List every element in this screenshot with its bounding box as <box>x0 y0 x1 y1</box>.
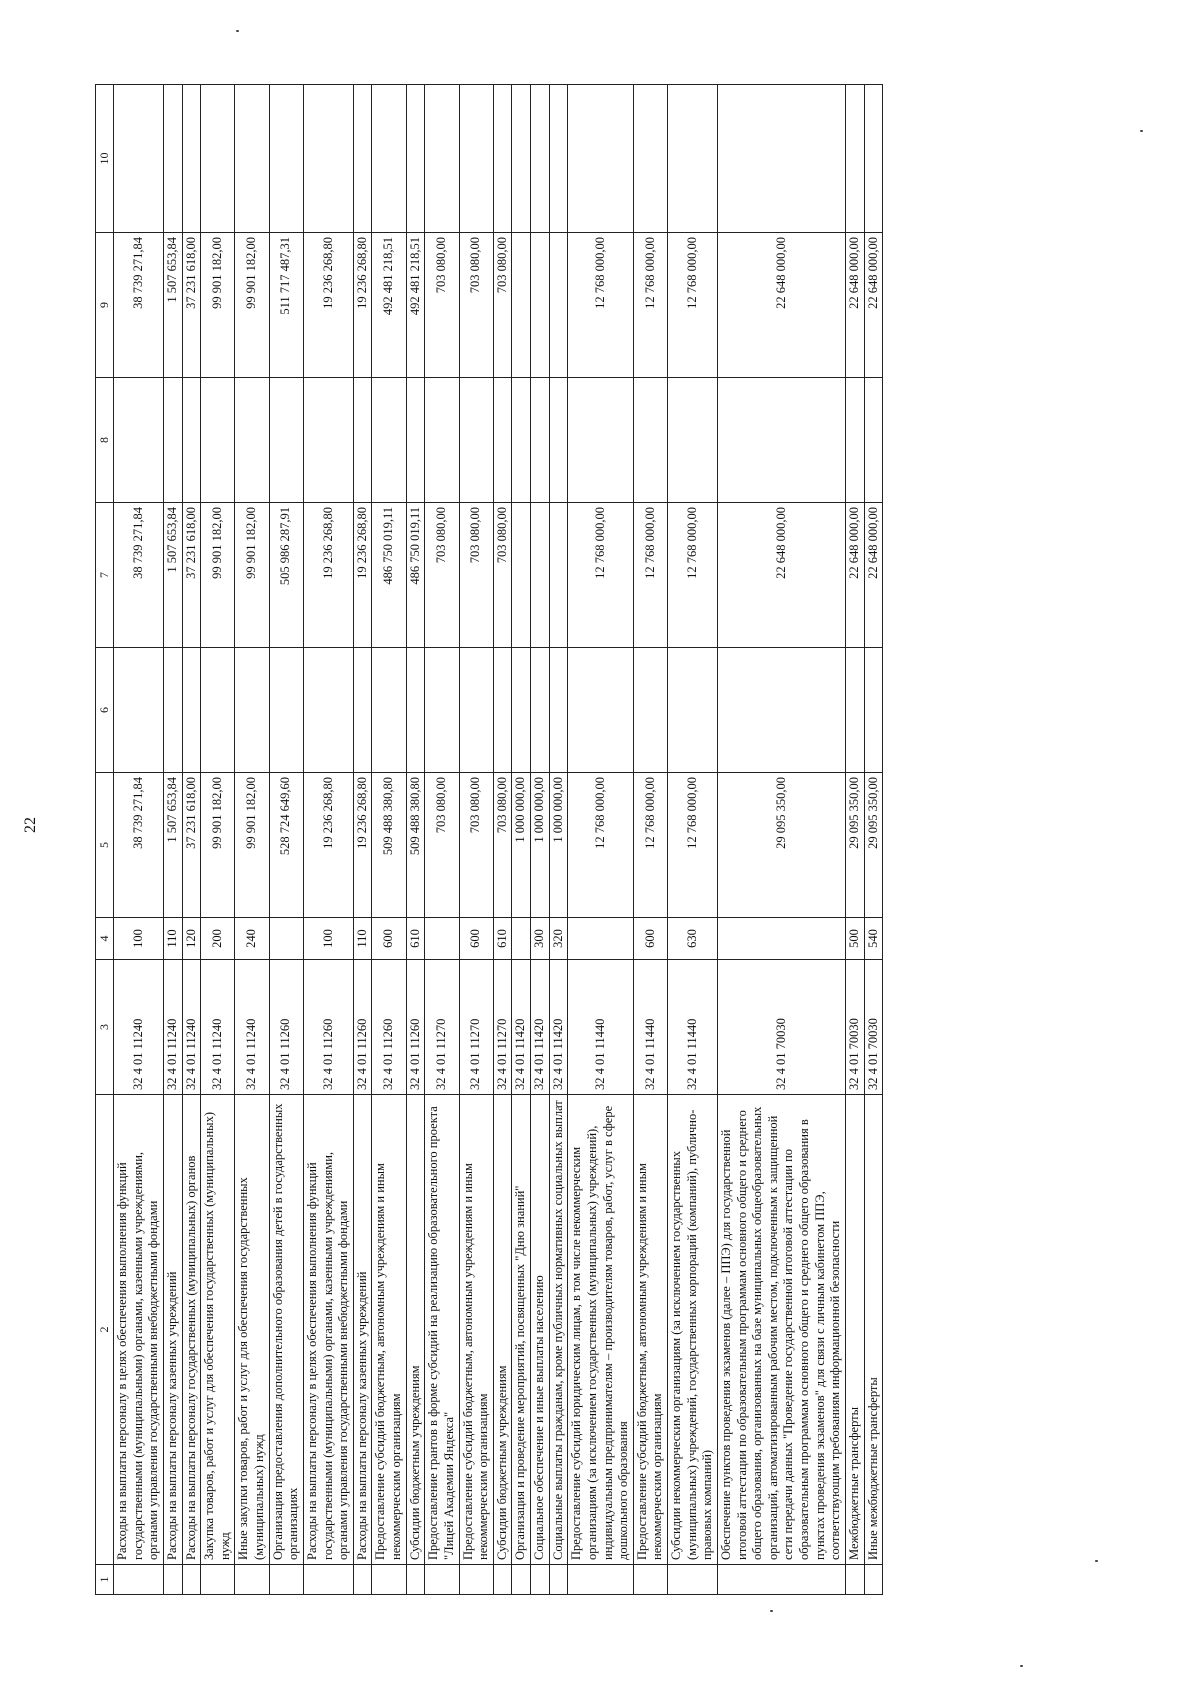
row-value-col-7: 505 986 287,91 <box>269 503 303 648</box>
table-row <box>114 85 164 1595</box>
cell-col-1 <box>372 1565 406 1595</box>
header-col-5: 5 <box>96 773 114 918</box>
row-value-col-6 <box>235 648 269 773</box>
row-expense-kind <box>568 918 634 960</box>
row-value-col-6 <box>372 648 406 773</box>
row-value-col-8 <box>531 378 550 503</box>
row-value-col-6 <box>269 648 303 773</box>
table-row <box>425 85 459 1595</box>
cell-col-1 <box>668 1565 718 1595</box>
cell-col-1 <box>163 1565 182 1595</box>
row-value-col-8 <box>459 378 493 503</box>
row-value-col-9 <box>512 233 531 378</box>
table-row <box>845 85 864 1595</box>
row-value-col-7: 703 080,00 <box>425 503 459 648</box>
row-value-col-10 <box>493 85 512 233</box>
row-value-col-10 <box>864 85 883 233</box>
row-expense-kind: 110 <box>353 918 372 960</box>
row-value-col-10 <box>549 85 568 233</box>
header-col-6: 6 <box>96 648 114 773</box>
row-name: Иные межбюджетные трансферты <box>864 1095 883 1565</box>
cell-col-1 <box>114 1565 164 1595</box>
cell-col-1 <box>864 1565 883 1595</box>
row-target-code: 32 4 01 11240 <box>201 960 235 1095</box>
cell-col-1 <box>717 1565 845 1595</box>
row-value-col-7: 12 768 000,00 <box>633 503 667 648</box>
row-value-col-8 <box>845 378 864 503</box>
row-value-col-9: 99 901 182,00 <box>235 233 269 378</box>
row-target-code: 32 4 01 11240 <box>163 960 182 1095</box>
row-value-col-8 <box>512 378 531 503</box>
table-row <box>163 85 182 1595</box>
row-value-col-9: 22 648 000,00 <box>845 233 864 378</box>
row-value-col-5: 703 080,00 <box>493 773 512 918</box>
row-value-col-8 <box>633 378 667 503</box>
row-value-col-9: 492 481 218,51 <box>372 233 406 378</box>
row-target-code: 32 4 01 11440 <box>668 960 718 1095</box>
row-name: Межбюджетные трансферты <box>845 1095 864 1565</box>
row-name: Предоставление грантов в форме субсидий на реализацию образовательного проекта "Лицей Академии Яндекса" <box>425 1095 459 1565</box>
header-row <box>96 85 114 1595</box>
row-value-col-6 <box>425 648 459 773</box>
row-value-col-6 <box>512 648 531 773</box>
cell-col-1 <box>459 1565 493 1595</box>
row-value-col-7: 38 739 271,84 <box>114 503 164 648</box>
row-value-col-10 <box>845 85 864 233</box>
row-value-col-5: 29 095 350,00 <box>717 773 845 918</box>
cell-col-1 <box>568 1565 634 1595</box>
row-expense-kind: 610 <box>493 918 512 960</box>
row-value-col-8 <box>717 378 845 503</box>
header-col-1: 1 <box>96 1565 114 1595</box>
budget-table-sheet <box>95 85 995 1595</box>
row-target-code: 32 4 01 11420 <box>531 960 550 1095</box>
row-value-col-5: 99 901 182,00 <box>235 773 269 918</box>
row-value-col-10 <box>531 85 550 233</box>
row-value-col-6 <box>303 648 353 773</box>
row-value-col-7: 19 236 268,80 <box>303 503 353 648</box>
table-row <box>201 85 235 1595</box>
row-value-col-5: 37 231 618,00 <box>182 773 201 918</box>
row-value-col-6 <box>668 648 718 773</box>
row-value-col-8 <box>163 378 182 503</box>
row-value-col-6 <box>864 648 883 773</box>
row-target-code: 32 4 01 11260 <box>269 960 303 1095</box>
table-row <box>717 85 845 1595</box>
cell-col-1 <box>549 1565 568 1595</box>
scan-speck <box>1140 130 1143 132</box>
row-value-col-8 <box>493 378 512 503</box>
row-value-col-10 <box>372 85 406 233</box>
row-value-col-5: 1 000 000,00 <box>549 773 568 918</box>
cell-col-1 <box>425 1565 459 1595</box>
row-value-col-5: 19 236 268,80 <box>303 773 353 918</box>
row-value-col-5: 12 768 000,00 <box>568 773 634 918</box>
cell-col-1 <box>182 1565 201 1595</box>
row-value-col-9: 22 648 000,00 <box>864 233 883 378</box>
row-target-code: 32 4 01 11270 <box>493 960 512 1095</box>
row-name: Закупка товаров, работ и услуг для обеспечения государственных (муниципальных) нужд <box>201 1095 235 1565</box>
row-value-col-9 <box>549 233 568 378</box>
row-name: Иные закупки товаров, работ и услуг для обеспечения государственных (муниципальных) нужд <box>235 1095 269 1565</box>
row-value-col-6 <box>549 648 568 773</box>
table-row <box>568 85 634 1595</box>
row-name: Предоставление субсидий бюджетным, автономным учреждениям и иным некоммерческим организациям <box>633 1095 667 1565</box>
cell-col-1 <box>353 1565 372 1595</box>
row-value-col-8 <box>372 378 406 503</box>
row-target-code: 32 4 01 11260 <box>372 960 406 1095</box>
row-value-col-8 <box>114 378 164 503</box>
row-value-col-9: 22 648 000,00 <box>717 233 845 378</box>
row-name: Субсидии бюджетным учреждениям <box>406 1095 425 1565</box>
row-value-col-5: 12 768 000,00 <box>668 773 718 918</box>
row-value-col-5: 1 000 000,00 <box>531 773 550 918</box>
row-expense-kind: 100 <box>303 918 353 960</box>
row-name: Обеспечение пунктов проведения экзаменов (далее – ППЭ) для государственной итоговой аттестации по образовательным программам основного общего и среднего общего образования, организованных на базе муниципальных общеобразовательных организаций, автоматизированным рабочим местом, подключенным к защищенной сети передачи данных "Проведение государственной итоговой аттестации по образовательным программам основного общего и среднего общего образования в пунктах проведения экзаменов" для связи с личным кабинетом ППЭ, соответствующим требованиям информационной безопасности <box>717 1095 845 1565</box>
row-value-col-9: 99 901 182,00 <box>201 233 235 378</box>
row-value-col-5: 1 000 000,00 <box>512 773 531 918</box>
row-expense-kind: 120 <box>182 918 201 960</box>
row-target-code: 32 4 01 11420 <box>549 960 568 1095</box>
row-expense-kind: 200 <box>201 918 235 960</box>
cell-col-1 <box>512 1565 531 1595</box>
budget-table <box>95 84 883 1595</box>
row-value-col-5: 528 724 649,60 <box>269 773 303 918</box>
row-target-code: 32 4 01 11260 <box>303 960 353 1095</box>
row-value-col-6 <box>163 648 182 773</box>
row-target-code: 32 4 01 11440 <box>568 960 634 1095</box>
row-value-col-7 <box>531 503 550 648</box>
table-row <box>269 85 303 1595</box>
row-value-col-8 <box>353 378 372 503</box>
row-name: Расходы на выплаты персоналу в целях обеспечения выполнения функций государственными (муниципальными) органами, казенными учреждениями, органами управления государственными внебюджетными фондами <box>114 1095 164 1565</box>
row-value-col-8 <box>425 378 459 503</box>
row-value-col-7: 703 080,00 <box>493 503 512 648</box>
row-value-col-9: 492 481 218,51 <box>406 233 425 378</box>
row-value-col-10 <box>235 85 269 233</box>
row-value-col-8 <box>269 378 303 503</box>
row-value-col-7: 22 648 000,00 <box>717 503 845 648</box>
row-expense-kind: 500 <box>845 918 864 960</box>
cell-col-1 <box>845 1565 864 1595</box>
row-value-col-9: 38 739 271,84 <box>114 233 164 378</box>
table-row <box>633 85 667 1595</box>
row-expense-kind: 600 <box>372 918 406 960</box>
row-value-col-8 <box>549 378 568 503</box>
header-col-8: 8 <box>96 378 114 503</box>
row-value-col-7: 99 901 182,00 <box>201 503 235 648</box>
row-value-col-10 <box>425 85 459 233</box>
row-value-col-10 <box>201 85 235 233</box>
row-target-code: 32 4 01 11270 <box>459 960 493 1095</box>
cell-col-1 <box>493 1565 512 1595</box>
row-value-col-6 <box>717 648 845 773</box>
row-value-col-7: 99 901 182,00 <box>235 503 269 648</box>
table-row <box>182 85 201 1595</box>
row-value-col-9: 511 717 487,31 <box>269 233 303 378</box>
table-row <box>303 85 353 1595</box>
row-value-col-6 <box>568 648 634 773</box>
row-value-col-8 <box>201 378 235 503</box>
row-value-col-9: 37 231 618,00 <box>182 233 201 378</box>
row-value-col-9: 703 080,00 <box>459 233 493 378</box>
row-name: Организация и проведение мероприятий, посвященных "Дню знаний" <box>512 1095 531 1565</box>
table-row <box>493 85 512 1595</box>
row-value-col-8 <box>235 378 269 503</box>
row-value-col-9: 12 768 000,00 <box>568 233 634 378</box>
row-value-col-7: 703 080,00 <box>459 503 493 648</box>
row-expense-kind <box>717 918 845 960</box>
row-value-col-7: 12 768 000,00 <box>568 503 634 648</box>
row-name: Расходы на выплаты персоналу казенных учреждений <box>163 1095 182 1565</box>
row-value-col-9 <box>531 233 550 378</box>
row-value-col-9: 19 236 268,80 <box>353 233 372 378</box>
row-expense-kind: 540 <box>864 918 883 960</box>
table-row <box>372 85 406 1595</box>
row-expense-kind: 300 <box>531 918 550 960</box>
row-value-col-9: 1 507 653,84 <box>163 233 182 378</box>
row-value-col-7 <box>549 503 568 648</box>
table-row <box>668 85 718 1595</box>
row-name: Расходы на выплаты персоналу государственных (муниципальных) органов <box>182 1095 201 1565</box>
table-row <box>512 85 531 1595</box>
page-number: 22 <box>22 817 39 833</box>
row-value-col-6 <box>531 648 550 773</box>
row-value-col-7: 1 507 653,84 <box>163 503 182 648</box>
header-col-2: 2 <box>96 1095 114 1565</box>
row-name: Расходы на выплаты персоналу казенных учреждений <box>353 1095 372 1565</box>
row-target-code: 32 4 01 70030 <box>864 960 883 1095</box>
table-row <box>406 85 425 1595</box>
row-value-col-8 <box>182 378 201 503</box>
row-target-code: 32 4 01 11240 <box>235 960 269 1095</box>
row-expense-kind <box>512 918 531 960</box>
row-value-col-7: 486 750 019,11 <box>372 503 406 648</box>
row-value-col-10 <box>459 85 493 233</box>
row-value-col-6 <box>182 648 201 773</box>
row-value-col-6 <box>493 648 512 773</box>
row-value-col-8 <box>864 378 883 503</box>
row-value-col-7: 37 231 618,00 <box>182 503 201 648</box>
row-name: Субсидии бюджетным учреждениям <box>493 1095 512 1565</box>
row-value-col-9: 12 768 000,00 <box>668 233 718 378</box>
cell-col-1 <box>406 1565 425 1595</box>
row-expense-kind: 600 <box>633 918 667 960</box>
row-value-col-10 <box>353 85 372 233</box>
row-value-col-10 <box>269 85 303 233</box>
row-value-col-7: 19 236 268,80 <box>353 503 372 648</box>
row-expense-kind: 630 <box>668 918 718 960</box>
scan-speck <box>1020 1665 1023 1667</box>
row-value-col-8 <box>568 378 634 503</box>
header-col-3: 3 <box>96 960 114 1095</box>
row-name: Предоставление субсидий бюджетным, автономным учреждениям и иным некоммерческим организациям <box>372 1095 406 1565</box>
row-value-col-8 <box>668 378 718 503</box>
row-expense-kind: 110 <box>163 918 182 960</box>
row-value-col-10 <box>303 85 353 233</box>
row-value-col-9: 12 768 000,00 <box>633 233 667 378</box>
scan-speck <box>236 30 239 32</box>
row-value-col-7: 22 648 000,00 <box>845 503 864 648</box>
row-value-col-7: 486 750 019,11 <box>406 503 425 648</box>
row-target-code: 32 4 01 11260 <box>353 960 372 1095</box>
row-value-col-10 <box>512 85 531 233</box>
table-row <box>864 85 883 1595</box>
scan-speck <box>770 1610 773 1612</box>
row-value-col-5: 509 488 380,80 <box>372 773 406 918</box>
row-value-col-10 <box>568 85 634 233</box>
row-value-col-5: 509 488 380,80 <box>406 773 425 918</box>
row-value-col-8 <box>406 378 425 503</box>
row-value-col-6 <box>201 648 235 773</box>
row-value-col-6 <box>114 648 164 773</box>
cell-col-1 <box>303 1565 353 1595</box>
row-value-col-7: 22 648 000,00 <box>864 503 883 648</box>
row-value-col-6 <box>406 648 425 773</box>
row-expense-kind: 610 <box>406 918 425 960</box>
row-expense-kind <box>269 918 303 960</box>
header-col-4: 4 <box>96 918 114 960</box>
row-name: Субсидии некоммерческим организациям (за исключением государственных (муниципальных) учреждений, государственных корпораций (компаний), публично-правовых компаний) <box>668 1095 718 1565</box>
row-expense-kind <box>425 918 459 960</box>
header-col-7: 7 <box>96 503 114 648</box>
row-expense-kind: 100 <box>114 918 164 960</box>
row-target-code: 32 4 01 11260 <box>406 960 425 1095</box>
row-value-col-5: 29 095 350,00 <box>864 773 883 918</box>
row-value-col-10 <box>717 85 845 233</box>
row-value-col-8 <box>303 378 353 503</box>
row-value-col-7: 12 768 000,00 <box>668 503 718 648</box>
cell-col-1 <box>531 1565 550 1595</box>
row-value-col-5: 703 080,00 <box>425 773 459 918</box>
row-target-code: 32 4 01 11270 <box>425 960 459 1095</box>
row-value-col-9: 703 080,00 <box>425 233 459 378</box>
row-target-code: 32 4 01 11440 <box>633 960 667 1095</box>
row-expense-kind: 240 <box>235 918 269 960</box>
cell-col-1 <box>269 1565 303 1595</box>
row-expense-kind: 600 <box>459 918 493 960</box>
row-target-code: 32 4 01 70030 <box>717 960 845 1095</box>
cell-col-1 <box>633 1565 667 1595</box>
row-target-code: 32 4 01 11240 <box>182 960 201 1095</box>
row-value-col-9: 703 080,00 <box>493 233 512 378</box>
row-value-col-6 <box>459 648 493 773</box>
row-value-col-5: 1 507 653,84 <box>163 773 182 918</box>
row-value-col-5: 38 739 271,84 <box>114 773 164 918</box>
table-row <box>235 85 269 1595</box>
row-name: Организация предоставления дополнительного образования детей в государственных организациях <box>269 1095 303 1565</box>
header-col-10: 10 <box>96 85 114 233</box>
row-value-col-10 <box>668 85 718 233</box>
row-name: Социальное обеспечение и иные выплаты населению <box>531 1095 550 1565</box>
row-name: Предоставление субсидий юридическим лицам, в том числе некоммерческим организациям (за исключением государственных (муниципальных) учреждений), индивидуальным предпринимателям – производителям товаров, работ, услуг в сфере дошкольного образования <box>568 1095 634 1565</box>
row-value-col-6 <box>845 648 864 773</box>
row-value-col-7 <box>512 503 531 648</box>
table-row <box>531 85 550 1595</box>
row-value-col-5: 29 095 350,00 <box>845 773 864 918</box>
row-value-col-5: 12 768 000,00 <box>633 773 667 918</box>
row-value-col-6 <box>353 648 372 773</box>
header-col-9: 9 <box>96 233 114 378</box>
row-value-col-6 <box>633 648 667 773</box>
row-target-code: 32 4 01 70030 <box>845 960 864 1095</box>
row-expense-kind: 320 <box>549 918 568 960</box>
row-value-col-9: 19 236 268,80 <box>303 233 353 378</box>
row-value-col-5: 703 080,00 <box>459 773 493 918</box>
row-value-col-10 <box>633 85 667 233</box>
row-value-col-10 <box>163 85 182 233</box>
table-row <box>459 85 493 1595</box>
scan-speck <box>1095 1560 1098 1562</box>
cell-col-1 <box>201 1565 235 1595</box>
row-name: Социальные выплаты гражданам, кроме публичных нормативных социальных выплат <box>549 1095 568 1565</box>
table-row <box>549 85 568 1595</box>
row-target-code: 32 4 01 11420 <box>512 960 531 1095</box>
row-value-col-10 <box>114 85 164 233</box>
row-value-col-5: 19 236 268,80 <box>353 773 372 918</box>
row-value-col-5: 99 901 182,00 <box>201 773 235 918</box>
row-value-col-10 <box>406 85 425 233</box>
table-row <box>353 85 372 1595</box>
row-name: Предоставление субсидий бюджетным, автономным учреждениям и иным некоммерческим организациям <box>459 1095 493 1565</box>
cell-col-1 <box>235 1565 269 1595</box>
row-name: Расходы на выплаты персоналу в целях обеспечения выполнения функций государственными (муниципальными) органами, казенными учреждениями, органами управления государственными внебюджетными фондами <box>303 1095 353 1565</box>
row-value-col-10 <box>182 85 201 233</box>
row-target-code: 32 4 01 11240 <box>114 960 164 1095</box>
